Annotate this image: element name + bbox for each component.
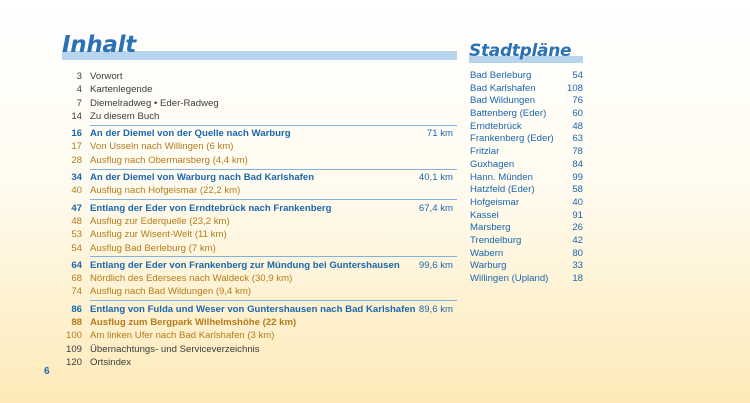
toc-entry-title: Kartenlegende [90,84,153,96]
city-map-entry[interactable] [469,146,583,159]
city-map-entry[interactable] [469,83,583,96]
table-of-contents [62,70,457,369]
city-name: Kassel [470,209,499,221]
city-name: Hatzfeld (Eder) [470,184,535,196]
toc-page-number: 120 [65,356,82,368]
toc-entry-title: An der Diemel von Warburg nach Bad Karlshafen [90,172,315,184]
inhalt-heading-block [62,32,457,64]
city-name: Bad Wildungen [470,95,536,107]
toc-entry[interactable] [62,228,457,241]
toc-route-distance: 71 km [426,128,453,140]
city-name: Hofgeismar [470,196,520,208]
toc-page-number: 4 [76,84,82,96]
city-map-page: 60 [572,108,583,120]
city-name: Guxhagen [470,158,515,170]
toc-entry-title: Ausflug nach Bad Wildungen (9,4 km) [90,286,252,298]
toc-page-number: 28 [71,154,82,166]
city-map-page: 84 [572,158,583,170]
toc-entry[interactable] [62,110,457,123]
toc-entry[interactable] [62,171,457,184]
toc-entry[interactable] [62,127,457,140]
toc-page-number: 64 [71,259,82,271]
toc-entry[interactable] [62,316,457,329]
toc-page-number: 7 [76,97,82,109]
city-name: Warburg [470,260,507,272]
toc-page-number: 16 [71,128,82,140]
city-map-page: 76 [572,95,583,107]
toc-page-number: 47 [71,202,82,214]
toc-page-number: 14 [71,110,82,122]
toc-entry-title: Vorwort [90,71,123,82]
city-map-entry[interactable] [469,222,583,235]
toc-separator [90,300,457,301]
toc-page-number: 3 [76,71,82,82]
city-name: Frankenberg (Eder) [470,133,554,145]
toc-entry-title: Ortsindex [90,356,132,368]
city-map-entry[interactable] [469,197,583,210]
toc-entry[interactable] [62,242,457,255]
page-number: 6 [44,366,50,377]
city-map-page: 63 [572,133,583,145]
toc-entry[interactable] [62,329,457,342]
city-map-entry[interactable] [469,95,583,108]
toc-separator [90,169,457,170]
city-map-page: 78 [572,146,583,158]
toc-route-distance: 40,1 km [418,172,453,184]
city-name: Bad Berleburg [470,70,532,81]
toc-separator [90,125,457,126]
toc-route-distance: 67,4 km [418,202,453,214]
toc-route-distance: 99,6 km [418,259,453,271]
toc-entry-title: Diemelradweg • Eder-Radweg [90,97,219,109]
toc-entry-title: Ausflug nach Hofgeismar (22,2 km) [90,185,241,197]
toc-page-number: 48 [71,215,82,227]
city-map-entry[interactable] [469,273,583,286]
toc-entry[interactable] [62,343,457,356]
toc-entry[interactable] [62,285,457,298]
city-map-page: 91 [572,209,583,221]
city-name: Willingen (Upland) [470,273,549,284]
toc-page-number: 74 [71,286,82,298]
toc-entry[interactable] [62,215,457,228]
toc-route-distance: 89,6 km [418,303,453,315]
city-map-entry[interactable] [469,210,583,223]
city-map-entry[interactable] [469,172,583,185]
city-map-page: 108 [566,82,583,94]
toc-entry[interactable] [62,272,457,285]
city-name: Marsberg [470,222,511,234]
toc-entry-title: Zu diesem Buch [90,110,160,122]
toc-page-number: 17 [71,141,82,153]
toc-page-number: 53 [71,229,82,241]
toc-entry[interactable] [62,140,457,153]
toc-entry-title: Übernachtungs- und Serviceverzeichnis [90,343,260,355]
toc-separator [90,256,457,257]
toc-page-number: 40 [71,185,82,197]
toc-entry[interactable] [62,303,457,316]
city-map-page: 54 [572,70,583,81]
toc-entry[interactable] [62,356,457,369]
city-map-entry[interactable] [469,184,583,197]
city-map-page: 26 [572,222,583,234]
toc-entry-title: Entlang von Fulda und Weser von Guntershausen nach Bad Karlshafen [90,303,416,315]
city-map-entry[interactable] [469,108,583,121]
inhalt-heading: Inhalt [62,32,136,58]
toc-entry-title: Entlang der Eder von Erndtebrück nach Frankenberg [90,202,332,214]
toc-separator [90,199,457,200]
toc-entry-title: Am linken Ufer nach Bad Karlshafen (3 km) [90,330,275,342]
city-map-page: 48 [572,120,583,132]
city-map-page: 80 [572,247,583,259]
toc-entry-title: Nördlich des Edersees nach Waldeck (30,9 km) [90,273,293,285]
toc-entry[interactable] [62,202,457,215]
city-map-page: 33 [572,260,583,272]
city-map-entry[interactable] [469,248,583,261]
city-name: Wabern [470,247,504,259]
city-map-entry[interactable] [469,235,583,248]
stadtplaene-heading: Stadtpläne [469,41,572,61]
city-map-entry[interactable] [469,70,583,83]
city-name: Trendelburg [470,234,522,246]
city-name: Fritzlar [470,146,500,158]
city-map-page: 99 [572,171,583,183]
toc-entry-title: Ausflug zur Ederquelle (23,2 km) [90,215,230,227]
city-map-entry[interactable] [469,121,583,134]
toc-entry[interactable] [62,184,457,197]
toc-page-number: 88 [71,317,82,329]
toc-entry-title: Ausflug nach Obermarsberg (4,4 km) [90,154,248,166]
city-map-page: 18 [572,273,583,284]
toc-entry-title: Ausflug zur Wisent-Welt (11 km) [90,229,227,241]
city-name: Battenberg (Eder) [470,108,547,120]
toc-page-number: 68 [71,273,82,285]
toc-entry-title: Von Usseln nach Willingen (6 km) [90,141,234,153]
toc-entry[interactable] [62,70,457,83]
city-map-entry[interactable] [469,133,583,146]
city-map-page: 42 [572,234,583,246]
toc-page-number: 109 [65,343,82,355]
city-name: Erndtebrück [470,120,522,132]
city-name: Bad Karlshafen [470,82,536,94]
toc-entry[interactable] [62,83,457,96]
city-map-entry[interactable] [469,260,583,273]
toc-entry[interactable] [62,154,457,167]
stadtplaene-heading-block [469,41,583,65]
toc-entry-title: Ausflug Bad Berleburg (7 km) [90,242,216,254]
toc-page-number: 100 [65,330,82,342]
city-map-entry[interactable] [469,159,583,172]
toc-page-number: 54 [71,242,82,254]
toc-entry-title: An der Diemel von der Quelle nach Warburg [90,128,291,140]
city-map-page: 40 [572,196,583,208]
city-map-list [469,70,583,286]
toc-page-number: 34 [71,172,82,184]
toc-entry-title: Entlang der Eder von Frankenberg zur Mündung bei Guntershausen [90,259,400,271]
city-map-page: 58 [572,184,583,196]
toc-entry[interactable] [62,97,457,110]
toc-page-number: 86 [71,303,82,315]
toc-entry-title: Ausflug zum Bergpark Wilhelmshöhe (22 km) [90,317,297,329]
city-name: Hann. Münden [470,171,533,183]
toc-entry[interactable] [62,259,457,272]
